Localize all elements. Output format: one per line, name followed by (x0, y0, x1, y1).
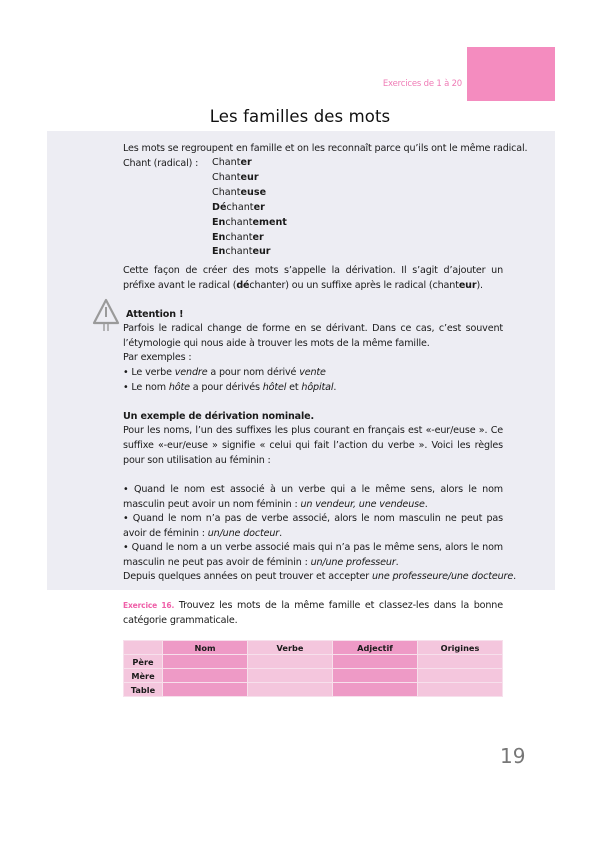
derivation-item: Déchanter (212, 201, 265, 213)
nominal-note: Depuis quelques années on peut trouver et accepter une professeure/une docteure. (123, 571, 516, 582)
table-header-adjectif: Adjectif (333, 641, 418, 655)
table-header-origines: Origines (418, 641, 503, 655)
nominal-rule-2: • Quand le nom n’a pas de verbe associé, alors le nom masculin ne peut pas avoir de féminin : un/une docteur. (123, 513, 503, 539)
table-corner-cell (124, 641, 163, 655)
table-row (124, 669, 503, 683)
attention-example-1: • Le verbe vendre a pour nom dérivé vente (123, 367, 326, 378)
derivation-item: Chanteuse (212, 186, 267, 198)
table-header-row (124, 641, 503, 655)
table-header-verbe: Verbe (248, 641, 333, 655)
answer-cell-verbe[interactable] (248, 655, 333, 669)
derivation-item: Enchanter (212, 231, 264, 243)
nominal-rule-1: • Quand le nom est associé à un verbe qui a le même sens, alors le nom masculin peut avoir un nom féminin : un vendeur, une vendeuse. (123, 484, 503, 510)
attention-examples-label: Par exemples : (123, 352, 192, 363)
nominal-rule-3: • Quand le nom a un verbe associé mais qui n’a pas le même sens, alors le nom masculin ne peut pas avoir de féminin : un/une professeur. (123, 542, 503, 568)
derivation-item: Enchantement (212, 216, 287, 228)
derivation-item: Chanteur (212, 171, 259, 183)
exercise-table (123, 640, 503, 697)
nominal-text: Pour les noms, l’un des suffixes les plus courant en français est «-eur/euse ». Ce suffixe «-eur/euse » signifie « celui qui fait l’action du verbe ». Voici les règles pour son utilisation au féminin : (123, 425, 503, 466)
row-label: Père (124, 655, 163, 669)
nominal-title: Un exemple de dérivation nominale. (123, 411, 314, 422)
answer-cell-origines[interactable] (418, 683, 503, 697)
attention-title: Attention ! (126, 309, 184, 320)
section-label: Exercices de 1 à 20 (382, 79, 462, 89)
table-row (124, 655, 503, 669)
answer-cell-adjectif[interactable] (333, 683, 418, 697)
lesson-intro: Les mots se regroupent en famille et on les reconnaît parce qu’ils ont le même radical. (123, 143, 528, 154)
answer-cell-origines[interactable] (418, 655, 503, 669)
derivation-item: Enchanteur (212, 246, 271, 258)
section-color-tab (467, 47, 555, 101)
page-title: Les familles des mots (209, 107, 391, 126)
answer-cell-nom[interactable] (163, 683, 248, 697)
radical-label: Chant (radical) : (123, 158, 199, 169)
derivation-explanation: Cette façon de créer des mots s’appelle la dérivation. Il s’agit d’ajouter un préfixe avant le radical (déchanter) ou un suffixe après le radical (chanteur). (123, 265, 503, 291)
row-label: Mère (124, 669, 163, 683)
answer-cell-verbe[interactable] (248, 683, 333, 697)
answer-cell-nom[interactable] (163, 669, 248, 683)
exercise-number: Exercice 16. (123, 601, 175, 610)
warning-triangle-icon (92, 298, 120, 332)
attention-text: Parfois le radical change de forme en se dérivant. Dans ce cas, c’est souvent l’étymologie qui nous aide à trouver les mots de la même famille. (123, 323, 503, 349)
exercise-instruction: Exercice 16. Trouvez les mots de la même famille et classez-les dans la bonne catégorie grammaticale. (123, 600, 503, 626)
answer-cell-adjectif[interactable] (333, 669, 418, 683)
page-number: 19 (500, 744, 526, 768)
derivation-list (212, 156, 287, 260)
table-header-nom: Nom (163, 641, 248, 655)
table-row (124, 683, 503, 697)
row-label: Table (124, 683, 163, 697)
answer-cell-verbe[interactable] (248, 669, 333, 683)
answer-cell-origines[interactable] (418, 669, 503, 683)
answer-cell-nom[interactable] (163, 655, 248, 669)
attention-example-2: • Le nom hôte a pour dérivés hôtel et hôpital. (123, 382, 337, 393)
answer-cell-adjectif[interactable] (333, 655, 418, 669)
derivation-item: Chanter (212, 157, 252, 168)
